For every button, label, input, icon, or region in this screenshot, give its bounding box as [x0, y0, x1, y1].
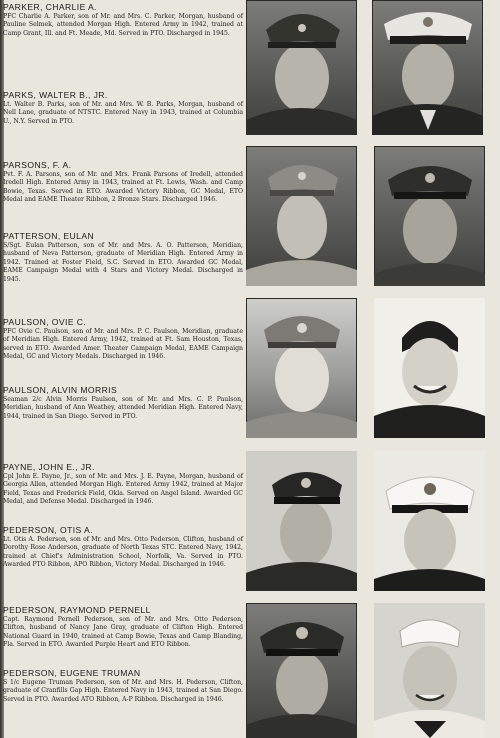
entry-pederson-otis [3, 525, 243, 570]
entry-bio: Cpl John E. Payne, Jr., son of Mr. and Mrs. J. E. Payne, Morgan, husband of Georgia Allen, attended Morgan High. Entered Army 1942, trained at Major Field, Texas and Frederick Field, Okla. Served on Angel Island. Awarded GC Medal, and Defense Medal. Discharged in 1946. [3, 473, 243, 506]
entry-name: PATTERSON, EULAN [3, 231, 95, 241]
entry-parks-walter [3, 90, 243, 126]
portrait-paulson-ovie [246, 298, 357, 438]
entry-bio: PFC Charlie A. Parker, son of Mr. and Mrs. C. Parker, Morgan, husband of Pauline Selmek, attended Morgan High. Entered Army in 1942, trained at Camp Grant, Ill. and Ft. Meade, Md. Served in PTO. Discharged in 1945. [3, 13, 243, 37]
portrait-parsons-fa [246, 146, 357, 286]
entry-pederson-eugene [3, 668, 243, 704]
entry-name: PAYNE, JOHN E., JR. [3, 462, 95, 472]
portrait-pederson-raymond [246, 603, 357, 738]
entry-parker-charlie [3, 2, 243, 38]
entry-paulson-alvin [3, 385, 243, 421]
entry-name: PARKS, WALTER B., JR. [3, 90, 108, 100]
entry-bio: Capt. Raymond Pernell Pederson, son of Mr. and Mrs. Otto Pederson, Clifton, husband of Nancy Jane Gray, graduate of Clifton High. Entered National Guard in 1940, trained at Camp Bowie, Texas and Camp Blanding, Fla. Served in ETO. Awarded Purple Heart and ETO Ribbon. [3, 616, 243, 649]
entry-bio: Lt. Otis A. Pederson, son of Mr. and Mrs. Otto Pederson, Clifton, husband of Dorothy Rose Anderson, graduate of North Texas STC. Entered Navy, 1942, trained at Chief's Administration School, Norfolk, Va. Served in PTO. Awarded PTO Ribbon, APO Ribbon, Victory Medal. Discharged in 1946. [3, 536, 243, 569]
entry-bio: Pvt. F. A. Parsons, son of Mr. and Mrs. Frank Parsons of Iredell, attended Iredell High. Entered Army in 1943, trained at Ft. Lewis, Wash. and Camp Bowie, Texas. Served in ETO. Awarded Victory Ribbon, GC Medal, ETO Medal and EAME Theater Ribbon, 2 Bronze Stars. Discharged 1946. [3, 171, 243, 204]
portrait-patterson-eulan [374, 146, 485, 286]
entry-name: PAULSON, OVIE C. [3, 317, 87, 327]
entry-pederson-raymond [3, 605, 243, 650]
portrait-payne-john [246, 451, 357, 591]
entry-name: PEDERSON, RAYMOND PERNELL [3, 605, 151, 615]
entry-name: PEDERSON, OTIS A. [3, 525, 93, 535]
portrait-parks-walter [372, 0, 483, 135]
portrait-pederson-otis [374, 451, 485, 591]
entry-bio: PFC Ovie C. Paulson, son of Mr. and Mrs. P. C. Paulson, Meridian, graduate of Meridian High. Entered Army, 1942, trained at Ft. Sam Houston, Texas, served in ETO. Awarded Amer. Theater Campaign Medal, EAME Campaign Medal, GC and Victory Medals. Discharged in 1946. [3, 328, 243, 361]
entry-name: PARSONS, F. A. [3, 160, 72, 170]
entry-parsons-fa [3, 160, 243, 205]
portrait-paulson-alvin [374, 298, 485, 438]
portrait-pederson-eugene [374, 603, 485, 738]
entry-name: PAULSON, ALVIN MORRIS [3, 385, 118, 395]
entry-bio: Lt. Walter B. Parks, son of Mr. and Mrs. W. B. Parks, Morgan, husband of Nell Lane, graduate of NTSTC. Entered Navy in 1943, trained at Columbia U., N.Y. Served in PTO. [3, 101, 243, 125]
entry-payne-john [3, 462, 243, 507]
entry-bio: Seaman 2/c Alvin Morris Paulson, son of Mr. and Mrs. C. P. Paulson, Meridian, husband of Ann Weathey, attended Meridian High. Entered Navy, 1944, trained in San Diego. Served in PTO. [3, 396, 243, 420]
entry-patterson-eulan [3, 231, 243, 284]
portrait-parker-charlie [246, 0, 357, 135]
entry-name: PEDERSON, EUGENE TRUMAN [3, 668, 141, 678]
entry-bio: S/Sgt. Eulan Patterson, son of Mr. and Mrs. A. O. Patterson, Meridian, husband of Neva Patterson, graduate of Meridian High. Entered Army in 1942. Trained at Foster Field, S.C. Served in ETO. Awarded GC Medal, EAME Campaign Medal with 4 Stars and Victory Medal. Discharged in 1945. [3, 242, 243, 283]
entry-paulson-ovie [3, 317, 243, 362]
entry-bio: S 1/c Eugene Truman Pederson, son of Mr. and Mrs. H. Pederson, Clifton, graduate of Cranfills Gap High. Entered Navy in 1943, trained at San Diego. Served in PTO. Awarded ATO Ribbon, A-P Ribbon. Discharged in 1946. [3, 679, 243, 703]
entry-name: PARKER, CHARLIE A. [3, 2, 97, 12]
